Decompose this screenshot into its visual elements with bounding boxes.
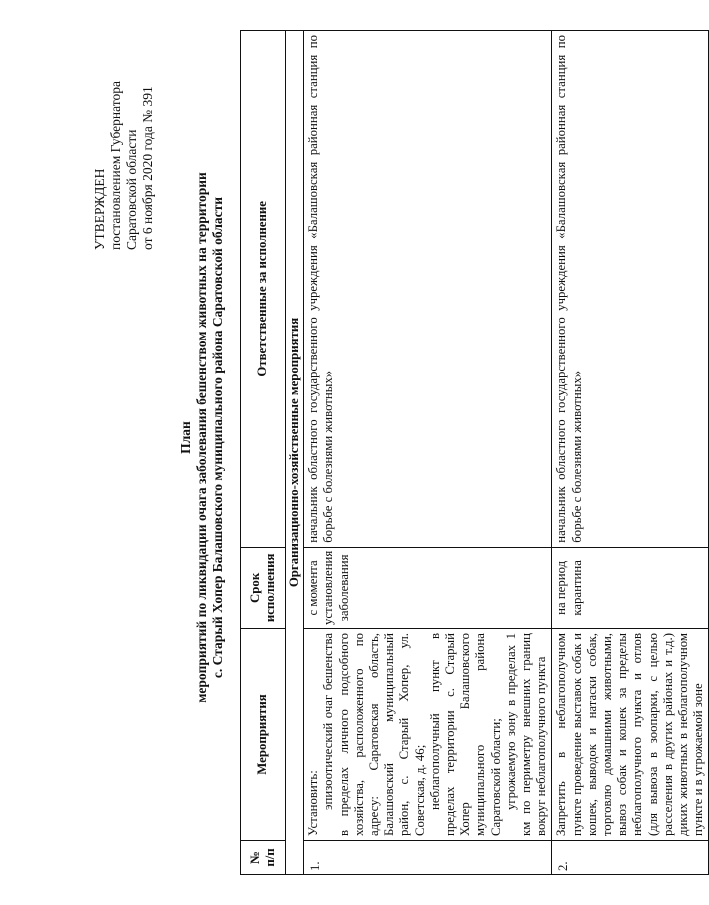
activity-paragraph: угрожаемую зону в пределах 1 км по периметру внешних границ вокруг неблагополучного пункта [503, 633, 549, 836]
table-row [552, 31, 709, 875]
header-number: № п/п [241, 841, 286, 875]
approval-line: Саратовской области [124, 129, 139, 250]
approval-stamp [92, 10, 156, 250]
header-responsible: Ответственные за исполнение [241, 31, 286, 548]
row-term: с момента установления заболевания [304, 547, 552, 628]
row-number: 1. [304, 841, 552, 875]
section-row [286, 31, 304, 875]
approval-line: УТВЕРЖДЕН [92, 168, 107, 250]
document-title [178, 0, 226, 875]
title-line-1: мероприятий по ликвидации очага заболевания бешенством животных на территории [194, 172, 209, 703]
approval-line: постановлением Губернатора [108, 81, 123, 250]
row-responsible: начальник областного государственного учреждения «Балашовская районная станция по борьбе с болезнями животных» [552, 31, 709, 548]
row-activity [304, 629, 552, 841]
section-title: Организационно-хозяйственные мероприятия [286, 31, 304, 875]
plan-table [240, 30, 709, 875]
row-term: на период карантина [552, 547, 709, 628]
approval-line: от 6 ноября 2020 года № 391 [140, 86, 155, 250]
title-heading: План [178, 421, 193, 454]
row-number: 2. [552, 841, 709, 875]
row-responsible: начальник областного государственного учреждения «Балашовская районная станция по борьбе с болезнями животных» [304, 31, 552, 548]
activity-intro: Установить: [306, 770, 321, 836]
table-row [304, 31, 552, 875]
activity-paragraph: неблагополучный пункт в пределах территории с. Старый Хопер Балашовского муниципального района Саратовской области; [427, 633, 503, 836]
header-activity: Мероприятия [241, 629, 286, 841]
activity-paragraph: эпизоотический очаг бешенства в пределах личного подсобного хозяйства, расположенного по адресу: Саратовская область, Балашовский муниципальный район, с. Старый Хопер, ул. Советская, д. 46; [321, 633, 427, 836]
header-term: Срок исполнения [241, 547, 286, 628]
row-activity [552, 629, 709, 841]
title-line-2: с. Старый Хопер Балашовского муниципального района Саратовской области [210, 196, 225, 679]
activity-paragraph: Запретить в неблагополучном пункте проведение выставок собак и кошек, выводок и натаски собак, торговлю домашними животными, вывоз собак и кошек за пределы неблагополучного пункта и отлов (для вывоза в зоопарки, с целью расселения в других районах и т.д.) диких животных в неблагополучном пункте и в угрожаемой зоне [554, 633, 706, 836]
table-header-row [241, 31, 286, 875]
